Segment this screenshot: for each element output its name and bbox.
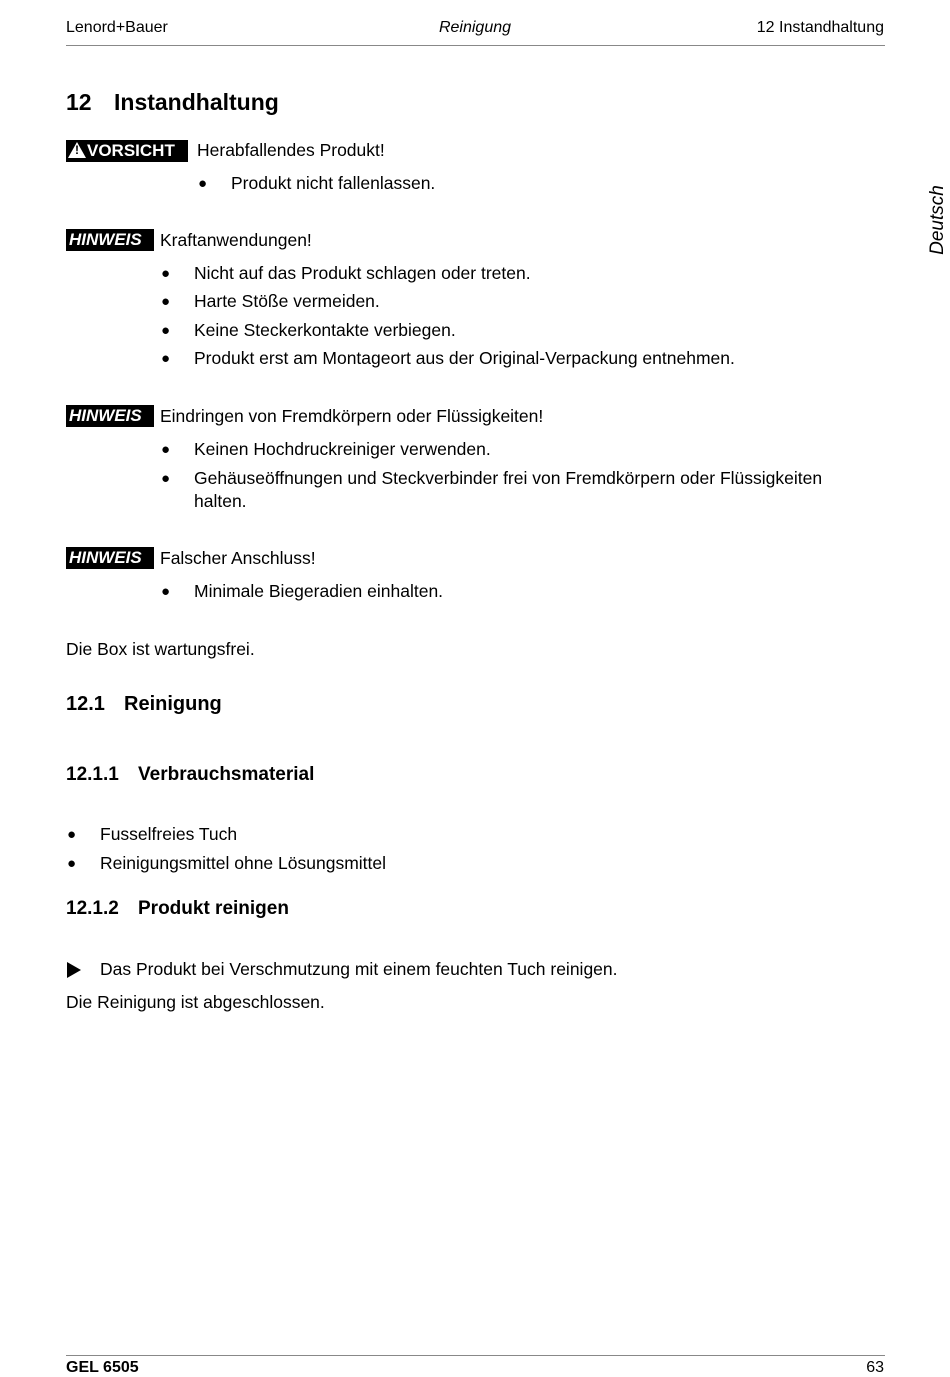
- notice-label: HINWEIS: [66, 547, 154, 569]
- header-rule: [66, 45, 885, 46]
- notice-title: Falscher Anschluss!: [160, 548, 316, 568]
- subsection-heading: [66, 764, 314, 786]
- caution-label-text: VORSICHT: [87, 141, 175, 160]
- chapter-number: 12: [66, 89, 92, 115]
- subsection-title: Produkt reinigen: [138, 898, 289, 919]
- subsection-number: 12.1.2: [66, 898, 119, 919]
- page-number: 63: [866, 1359, 884, 1376]
- bullet-icon: ●: [67, 826, 77, 843]
- notice-item: Keinen Hochdruckreiniger verwenden.: [194, 439, 491, 459]
- bullet-icon: ●: [161, 350, 171, 367]
- caution-label: [66, 140, 188, 162]
- warning-triangle-icon: [68, 142, 86, 158]
- section-title: Reinigung: [124, 693, 222, 715]
- notice-item: Gehäuseöffnungen und Steckverbinder frei von Fremdkörpern oder Flüssigkeiten: [194, 468, 823, 488]
- footer-rule: [66, 1355, 885, 1356]
- section-number: 12.1: [66, 693, 105, 715]
- chapter-title: Instandhaltung: [114, 89, 279, 115]
- body-paragraph: Die Box ist wartungsfrei.: [66, 639, 255, 659]
- notice-item: Produkt nicht fallenlassen.: [231, 173, 436, 193]
- notice-label: HINWEIS: [66, 229, 154, 251]
- instruction-result: Die Reinigung ist abgeschlossen.: [66, 992, 325, 1012]
- notice-item: Produkt erst am Montageort aus der Original-Verpackung entnehmen.: [194, 348, 735, 368]
- bullet-icon: ●: [161, 293, 171, 310]
- notice-title: Eindringen von Fremdkörpern oder Flüssigkeiten!: [160, 406, 544, 426]
- footer-product: GEL 6505: [66, 1359, 139, 1376]
- notice-item: Harte Stöße vermeiden.: [194, 291, 380, 311]
- notice-item: Keine Steckerkontakte verbiegen.: [194, 320, 456, 340]
- header-section: Reinigung: [438, 19, 512, 36]
- subsection-heading: [66, 898, 289, 920]
- notice-item: Minimale Biegeradien einhalten.: [194, 581, 444, 601]
- notice-item: Nicht auf das Produkt schlagen oder treten.: [194, 263, 531, 283]
- header-company: Lenord+Bauer: [66, 19, 168, 36]
- subsection-title: Verbrauchsmaterial: [138, 764, 315, 785]
- notice-title: Kraftanwendungen!: [160, 230, 312, 250]
- bullet-icon: ●: [198, 175, 208, 192]
- section-heading: [66, 693, 222, 716]
- bullet-icon: ●: [161, 322, 171, 339]
- bullet-icon: ●: [161, 441, 171, 458]
- material-item: Reinigungsmittel ohne Lösungsmittel: [100, 853, 386, 873]
- notice-label: HINWEIS: [66, 405, 154, 427]
- notice-item-continuation: halten.: [194, 491, 247, 511]
- material-item: Fusselfreies Tuch: [100, 824, 238, 844]
- instruction-step: Das Produkt bei Verschmutzung mit einem feuchten Tuch reinigen.: [100, 959, 618, 979]
- bullet-icon: ●: [161, 265, 171, 282]
- step-arrow-icon: [67, 962, 81, 978]
- subsection-number: 12.1.1: [66, 764, 119, 785]
- bullet-icon: ●: [161, 583, 171, 600]
- chapter-heading: [66, 89, 279, 116]
- bullet-icon: ●: [161, 470, 171, 487]
- header-chapter: 12 Instandhaltung: [756, 19, 884, 36]
- notice-title: Herabfallendes Produkt!: [197, 140, 385, 160]
- bullet-icon: ●: [67, 855, 77, 872]
- side-language-tab: Deutsch: [927, 185, 948, 255]
